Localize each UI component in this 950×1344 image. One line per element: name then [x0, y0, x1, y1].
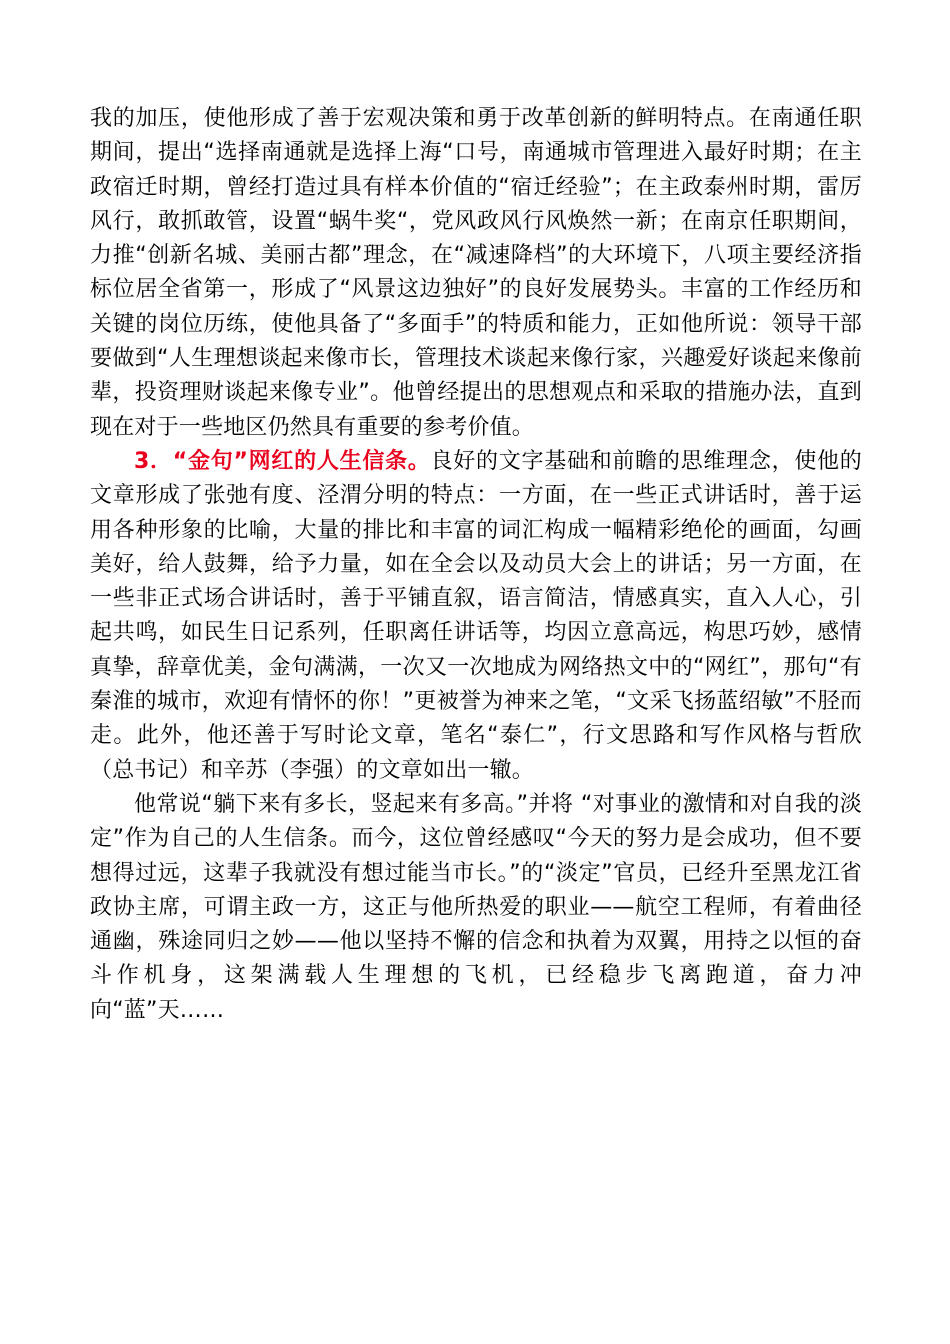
section-heading: 3．“金句”网红的人生信条。: [134, 448, 431, 474]
paragraph-golden-quotes: [90, 445, 862, 788]
paragraph-golden-quotes-body: 良好的文字基础和前瞻的思维理念，使他的文章形成了张弛有度、泾渭分明的特点：一方面，在一些正式讲话时，善于运用各种形象的比喻，大量的排比和丰富的词汇构成一幅精彩绝伦的画面，勾画美好，给人鼓舞，给予力量，如在全会以及动员大会上的讲话；另一方面，在一些非正式场合讲话时，善于平铺直叙，语言简洁，情感真实，直入人心，引起共鸣，如民生日记系列，任职离任讲话等，均因立意高远，构思巧妙，感情真挚，辞章优美，金句满满，一次又一次地成为网络热文中的“网红”，那句“有秦淮的城市，欢迎有情怀的你！”更被誉为神来之笔，“文采飞扬蓝绍敏”不胫而走。此外，他还善于写时论文章，笔名“泰仁”，行文思路和写作风格与哲欣（总书记）和辛苏（李强）的文章如出一辙。: [90, 448, 862, 783]
document-page: [90, 102, 862, 1028]
paragraph-career: 我的加压，使他形成了善于宏观决策和勇于改革创新的鲜明特点。在南通任职期间，提出“选择南通就是选择上海“口号，南通城市管理进入最好时期；在主政宿迁时期，曾经打造过具有样本价值的“宿迁经验”；在主政泰州时期，雷厉风行，敢抓敢管，设置“蜗牛奖“，党风政风行风焕然一新；在南京任职期间，力推“创新名城、美丽古都”理念，在“减速降档”的大环境下，八项主要经济指标位居全省第一，形成了“风景这边独好”的良好发展势头。丰富的工作经历和关键的岗位历练，使他具备了“多面手”的特质和能力，正如他所说：领导干部要做到“人生理想谈起来像市长，管理技术谈起来像行家，兴趣爱好谈起来像前辈，投资理财谈起来像专业”。他曾经提出的思想观点和采取的措施办法，直到现在对于一些地区仍然具有重要的参考价值。: [90, 106, 862, 440]
paragraph-life-creed: 他常说“躺下来有多长，竖起来有多高。”并将 “对事业的激情和对自我的淡定”作为自己的人生信条。而今，这位曾经感叹“今天的努力是会成功，但不要想得过远，这辈子我就没有想过能当市长。”的“淡定”官员，已经升至黑龙江省政协主席，可谓主政一方，这正与他所热爱的职业——航空工程师，有着曲径通幽，殊途同归之妙——他以坚持不懈的信念和执着为双翼，用持之以恒的奋斗作机身，这架满载人生理想的飞机，已经稳步飞离跑道，奋力冲向“蓝”天……: [90, 791, 862, 1023]
